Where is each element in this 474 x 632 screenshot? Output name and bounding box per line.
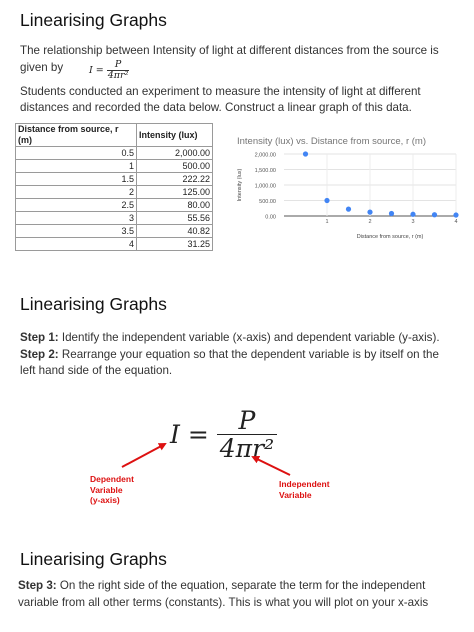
- y-tick-label: 500.00: [259, 199, 276, 205]
- table-cell-intensity: 40.82: [137, 225, 213, 238]
- table-cell-distance: 4: [16, 238, 137, 251]
- step3-text: [18, 578, 425, 594]
- dependent-label-line3: (y-axis): [90, 495, 120, 505]
- formula2-lhs: I =: [170, 420, 209, 449]
- section1-body-line2: distances and recorded the data below. Construct a linear graph of this data.: [20, 101, 412, 114]
- step1-body: Identify the independent variable (x-axis) and dependent variable (y-axis).: [58, 331, 440, 344]
- table-cell-intensity: 31.25: [137, 238, 213, 251]
- dependent-label-line1: Dependent: [90, 474, 134, 484]
- section3-title: Linearising Graphs: [20, 549, 167, 569]
- table-cell-intensity: 80.00: [137, 199, 213, 212]
- independent-arrow: [253, 457, 290, 475]
- step2-label: Step 2:: [20, 348, 59, 361]
- formula2-numerator: P: [238, 406, 256, 435]
- dependent-label-line2: Variable: [90, 484, 123, 495]
- step2-body: Rearrange your equation so that the dependent variable is by itself on the: [58, 348, 439, 361]
- y-tick-label: 1,000.00: [254, 183, 276, 190]
- table-cell-distance: 2: [16, 186, 137, 199]
- formula-numerator: P: [114, 59, 122, 70]
- section1-title: Linearising Graphs: [20, 10, 167, 30]
- table-cell-distance: 2.5: [16, 199, 137, 212]
- table-cell-distance: 3: [16, 212, 137, 225]
- formula-denominator: 4πr²: [107, 70, 129, 81]
- section1-body-line1: Students conducted an experiment to measure the intensity of light at different: [20, 85, 421, 98]
- x-tick-label: 4: [454, 219, 458, 225]
- dependent-arrow: [122, 444, 165, 467]
- table-header-intensity: Intensity (lux): [137, 124, 213, 147]
- table-cell-distance: 0.5: [16, 147, 137, 160]
- table-cell-distance: 3.5: [16, 225, 137, 238]
- chart-title: Intensity (lux) vs. Distance from source, r (m): [237, 136, 426, 147]
- table-cell-intensity: 125.00: [137, 186, 213, 199]
- x-tick-label: 3: [411, 219, 415, 225]
- independent-label-line2: Variable: [279, 489, 312, 500]
- table-cell-distance: 1.5: [16, 173, 137, 186]
- y-tick-label: 0.00: [265, 214, 276, 221]
- independent-label-line1: Independent: [279, 479, 330, 489]
- formula-lhs: I =: [89, 65, 104, 76]
- dependent-variable-label: [90, 474, 134, 506]
- section1-intro-line2: given by: [20, 61, 64, 74]
- step2-text-line2: left hand side of the equation.: [20, 364, 173, 377]
- section2-title: Linearising Graphs: [20, 294, 167, 314]
- y-tick-label: 1,500.00: [254, 168, 276, 174]
- y-axis-label: Intensity (lux): [237, 168, 243, 202]
- x-axis-label: Distance from source, r (m): [356, 234, 424, 240]
- x-tick-label: 1: [325, 219, 329, 225]
- step3-text-line2: variable from all other terms (constants). This is what you will plot on your x-axis: [18, 596, 429, 609]
- x-tick-label: 2: [368, 219, 372, 225]
- step3-body: On the right side of the equation, separate the term for the independent: [56, 579, 426, 592]
- table-cell-distance: 1: [16, 160, 137, 173]
- independent-variable-label: [279, 479, 330, 500]
- table-cell-intensity: 55.56: [137, 212, 213, 225]
- table-header-distance: Distance from source, r (m): [16, 124, 137, 147]
- table-cell-intensity: 500.00: [137, 160, 213, 173]
- table-cell-intensity: 2,000.00: [137, 147, 213, 160]
- section1-intro-line1: The relationship between Intensity of light at different distances from the source is: [20, 44, 439, 57]
- y-tick-label: 2,000.00: [254, 152, 276, 159]
- table-cell-intensity: 222.22: [137, 173, 213, 186]
- step1-label: Step 1:: [20, 331, 59, 344]
- step3-label: Step 3:: [18, 579, 57, 592]
- formula2-denominator: 4πr²: [217, 434, 277, 462]
